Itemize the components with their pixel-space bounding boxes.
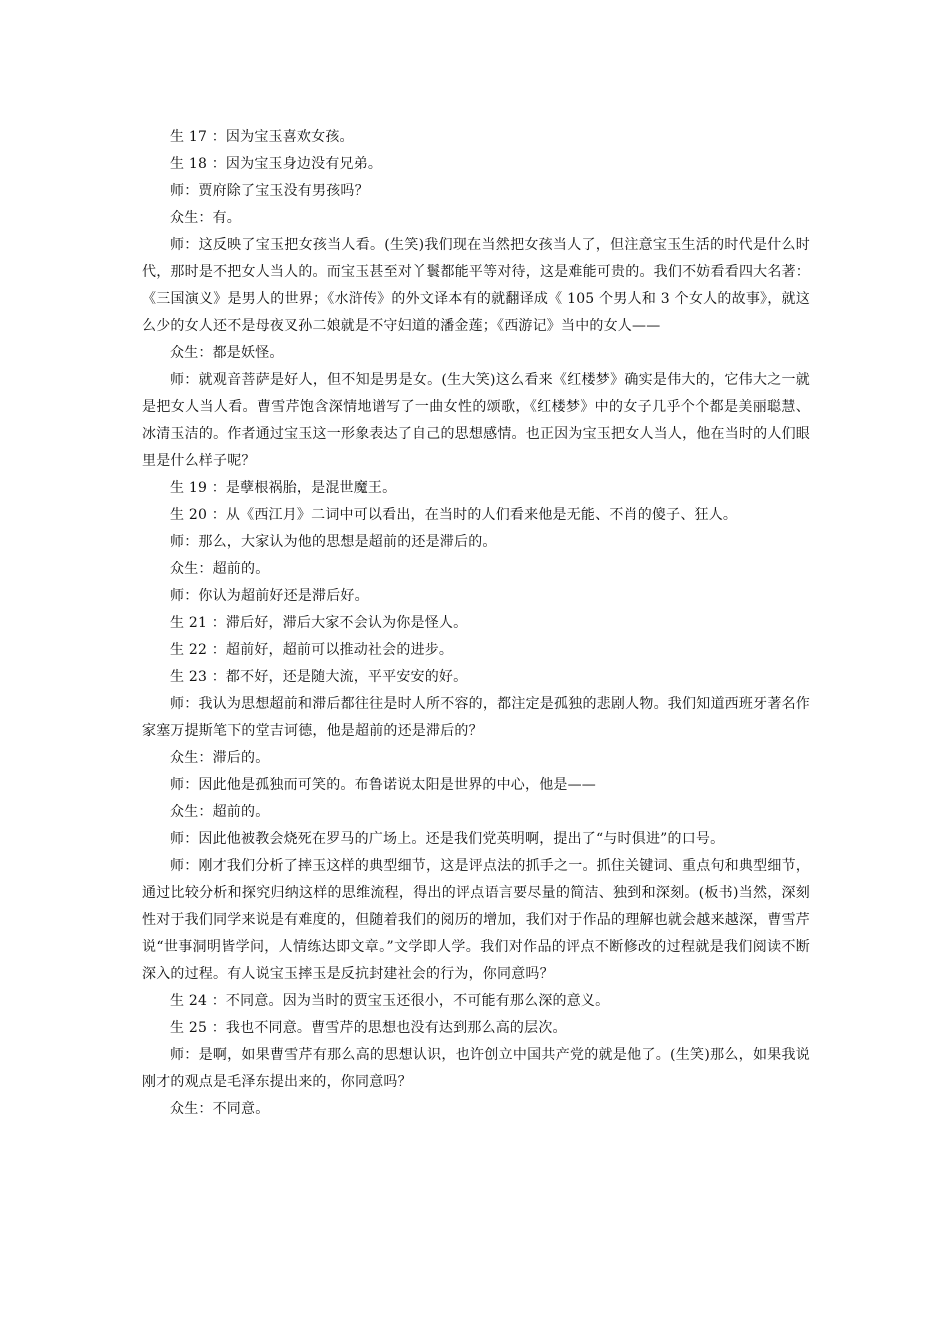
paragraph: 师：那么，大家认为他的思想是超前的还是滞后的。 — [170, 534, 497, 550]
paragraph: 生 23 ：都不好，还是随大流，平平安安的好。 — [170, 669, 468, 685]
paragraph: 生 20 ：从《西江月》二词中可以看出，在当时的人们看来他是无能、不肖的傻子、狂人。 — [170, 507, 738, 523]
paragraph: 师：刚才我们分析了摔玉这样的典型细节，这是评点法的抓手之一。抓住关键词、重点句和典型细节，通过比较分析和探究归纳这样的思维流程，得出的评点语言要尽量的简洁、独到和深刻。(板书)当然，深刻性对于我们同学来说是有难度的，但随着我们的阅历的增加，我们对于作品的理解也就会越来越深，曹雪芹说“世事洞明皆学问，人情练达即文章。”文学即人学。我们对作品的评点不断修改的过程就是我们阅读不断深入的过程。有人说宝玉摔玉是反抗封建社会的行为，你同意吗？ — [142, 858, 810, 982]
paragraph: 生 19 ：是孽根祸胎，是混世魔王。 — [170, 480, 397, 496]
paragraph: 师：贾府除了宝玉没有男孩吗？ — [170, 183, 369, 199]
paragraph: 师：因此他是孤独而可笑的。布鲁诺说太阳是世界的中心，他是—— — [170, 777, 596, 793]
paragraph: 师：因此他被教会烧死在罗马的广场上。还是我们党英明啊，提出了“与时俱进”的口号。 — [170, 831, 725, 847]
paragraph: 众生：滞后的。 — [170, 750, 270, 766]
paragraph: 众生：不同意。 — [170, 1101, 270, 1117]
paragraph: 师：是啊，如果曹雪芹有那么高的思想认识，也许创立中国共产党的就是他了。(生笑)那么，如果我说刚才的观点是毛泽东提出来的，你同意吗？ — [142, 1047, 810, 1090]
paragraph: 众生：超前的。 — [170, 561, 270, 577]
paragraph: 生 21 ：滞后好，滞后大家不会认为你是怪人。 — [170, 615, 468, 631]
paragraph: 众生：都是妖怪。 — [170, 345, 284, 361]
paragraph: 生 17 ：因为宝玉喜欢女孩。 — [170, 129, 354, 145]
paragraph: 众生：有。 — [170, 210, 241, 226]
paragraph: 师：这反映了宝玉把女孩当人看。(生笑)我们现在当然把女孩当人了，但注意宝玉生活的时代是什么时代，那时是不把女人当人的。而宝玉甚至对丫鬟都能平等对待，这是难能可贵的。我们不妨看看四大名著：《三国演义》是男人的世界；《水浒传》的外文译本有的就翻译成《 105 个男人和 3 个女人的故事》，就这么少的女人还不是母夜叉孙二娘就是不守妇道的潘金莲；《西游记》当中的女人—— — [142, 237, 810, 334]
paragraph: 生 22 ：超前好，超前可以推动社会的进步。 — [170, 642, 454, 658]
paragraph: 师：我认为思想超前和滞后都往往是时人所不容的，都注定是孤独的悲剧人物。我们知道西班牙著名作家塞万提斯笔下的堂吉诃德，他是超前的还是滞后的？ — [142, 696, 810, 739]
paragraph: 师：你认为超前好还是滞后好。 — [170, 588, 369, 604]
paragraph: 师：就观音菩萨是好人，但不知是男是女。(生大笑)这么看来《红楼梦》确实是伟大的，它伟大之一就是把女人当人看。曹雪芹饱含深情地谱写了一曲女性的颂歌，《红楼梦》中的女子几乎个个都是美丽聪慧、冰清玉洁的。作者通过宝玉这一形象表达了自己的思想感情。也正因为宝玉把女人当人，他在当时的人们眼里是什么样子呢？ — [142, 372, 810, 469]
paragraph: 生 25 ：我也不同意。曹雪芹的思想也没有达到那么高的层次。 — [170, 1020, 567, 1036]
paragraph: 生 18 ：因为宝玉身边没有兄弟。 — [170, 156, 383, 172]
paragraph: 生 24 ：不同意。因为当时的贾宝玉还很小，不可能有那么深的意义。 — [170, 993, 610, 1009]
document-body — [142, 124, 810, 1123]
paragraph: 众生：超前的。 — [170, 804, 270, 820]
